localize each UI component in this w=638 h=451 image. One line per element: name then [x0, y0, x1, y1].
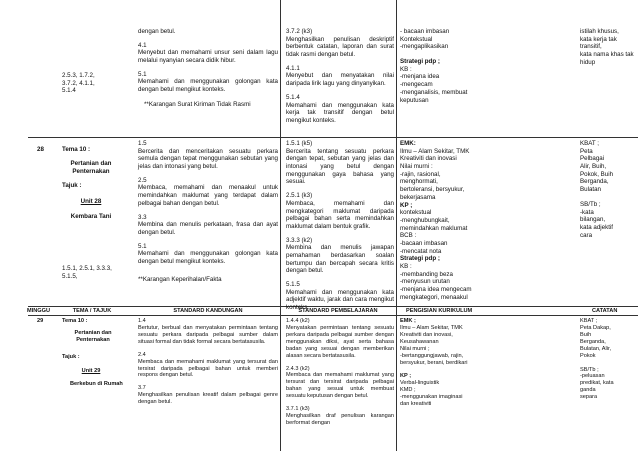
text-line: 2.5.1 (k3)	[286, 192, 313, 200]
header-kandungan: STANDARD KANDUNGAN	[173, 308, 243, 314]
text-line: KBAT ;	[580, 140, 600, 147]
topic-label: Tajuk :	[62, 354, 80, 360]
text-line: separa	[580, 394, 598, 401]
text-line: 2.4.3 (k2)	[286, 365, 310, 372]
text-line: Bercerita dan menceritakan sesuatu perkara semula dengan tepat menggunakan sebutan yang jelas dan intonasi yang betul.	[138, 147, 278, 171]
text-line: Pokok	[580, 352, 596, 359]
column-divider-kandungan-pembelajaran	[280, 0, 281, 451]
text-line: 3.3.3 (k2)	[286, 236, 313, 244]
text-line: -mengecam	[400, 81, 433, 89]
text-line: predikat, kata	[580, 380, 614, 387]
text-line: SB/Tb ;	[580, 366, 599, 373]
text-line: 5.1.4	[286, 93, 300, 101]
text-line: -menjana idea mengecam	[400, 286, 472, 294]
week28-catatan	[580, 140, 636, 239]
header-catatan: CATATAN	[592, 308, 618, 314]
top-kandungan	[138, 28, 278, 109]
text-line: Berganda,	[580, 338, 606, 345]
text-line: **Karangan Keperihalan/Fakta	[138, 275, 222, 283]
unit-number: Unit 29	[81, 368, 101, 374]
text-line: EMK ;	[400, 318, 416, 324]
text-line: kata kerja tak transitif,	[580, 35, 617, 51]
text-line: Buih	[580, 331, 592, 338]
text-line: 3.7.1 (k3)	[286, 406, 310, 413]
text-line: BCB :	[400, 232, 417, 240]
text-line: Berganda,	[580, 178, 609, 186]
text-line: Bulatan, Alir,	[580, 345, 612, 352]
text-line: SB/Tb ;	[580, 200, 601, 208]
text-line: bertoleransi, bersyukur,	[400, 186, 465, 194]
text-line	[400, 51, 496, 58]
week-number: 28	[37, 146, 44, 153]
text-line: Memahami dan menggunakan kata kerja tak transitif dengan betul mengikut konteks.	[286, 101, 394, 124]
text-line: Strategi pdp ;	[400, 58, 440, 66]
top-catatan	[580, 28, 636, 66]
text-line: 4.1.1	[286, 64, 300, 72]
text-line: Menghasilkan draf penulisan karangan berformat dengan	[286, 413, 394, 426]
text-line: mengkategori, menaakul	[400, 293, 468, 301]
header-pembelajaran: STANDARD PEMBELAJARAN	[298, 308, 378, 314]
text-line: Peta	[580, 147, 593, 155]
week29-catatan	[580, 318, 636, 401]
text-line: -menjana idea	[400, 73, 440, 81]
header-tema: TEMA / TAJUK	[72, 308, 112, 314]
text-line	[580, 360, 636, 367]
text-line: Keusahawanan	[400, 338, 439, 345]
text-line: Bulatan	[580, 186, 601, 194]
text-line: 1.5.1 (k5)	[286, 140, 313, 147]
unit-number: Unit 28	[80, 198, 102, 205]
text-line: Membaca dan memahami maklumat yang tersurat dan tersirat daripada pelbagai bahan untuk memberi respons dengan betul.	[138, 358, 278, 379]
text-line: Ilmu – Alam Sekitar, TMK	[400, 147, 470, 155]
text-line: KBAT ;	[580, 318, 598, 324]
week29-pembelajaran	[286, 318, 394, 427]
text-line: EMK:	[400, 140, 416, 147]
text-line: -bertanggungjawab, rajin,	[400, 352, 464, 359]
theme-label: Tema 10 :	[62, 146, 91, 153]
text-line: Pokok, Buih	[580, 170, 614, 178]
text-line: Menyatakan permintaan tentang sesuatu perkara daripada pelbagai sumber dengan menggunakan diksi, ayat serta bahasa badan yang sesuai dengan memberikan alasan secara bertatasusila.	[286, 324, 394, 359]
text-line: Kontekstual	[400, 35, 433, 43]
text-line: 2.5	[138, 176, 147, 184]
week28-kod: 1.5.1, 2.5.1, 3.3.3, 5.1.5,	[62, 265, 112, 280]
text-line: 2.4	[138, 351, 146, 358]
text-line: 3.3	[138, 213, 147, 221]
text-line: KMD ;	[400, 387, 416, 394]
text-line: Membina dan menulis jawapan pemahaman berdasarkan soalan bertumpu dan bercapah secara kritis dengan betul.	[286, 244, 394, 275]
text-line: 1.4.4 (k2)	[286, 318, 310, 324]
week28-kurikulum	[400, 140, 496, 301]
text-line	[400, 366, 500, 373]
row-separator-top	[28, 137, 638, 138]
topic-label: Tajuk :	[62, 182, 82, 189]
text-line: -menggunakan imaginasi	[400, 394, 463, 401]
text-line: memindahkan maklumat	[400, 224, 468, 232]
text-line: Membaca, memahami dan mengkategori maklumat daripada pelbagai bahan serta memindahkan maklumat dalam bentuk grafik.	[286, 199, 394, 230]
text-line: - bacaan imbasan	[400, 28, 450, 35]
text-line: KP ;	[400, 201, 413, 209]
text-line: bekerjasama	[400, 193, 436, 201]
top-kod: 2.5.3, 1.7.2, 3.7.2, 4.1.1, 5.1.4	[62, 72, 95, 95]
text-line: -mencatat nota	[400, 247, 442, 255]
text-line: Nilai murni :	[400, 163, 433, 171]
text-line: Nilai murni ;	[400, 345, 430, 352]
theme-name: Pertanian dan Penternakan	[74, 330, 112, 343]
text-line: KB :	[400, 65, 412, 73]
text-line: bersyukur, berani, berdikari	[400, 359, 468, 366]
text-line: -mengaplikasikan	[400, 43, 449, 51]
text-line: 1.5	[138, 140, 147, 147]
text-line: dengan betul.	[138, 28, 176, 35]
text-line: Menyebut dan memahami unsur seni dalam lagu melalui nyanyian secara didik hibur.	[138, 49, 278, 65]
week-number: 29	[37, 318, 44, 324]
text-line: -bacaan imbasan	[400, 239, 448, 247]
text-line: 3.7.2 (k3)	[286, 28, 313, 35]
text-line	[580, 194, 636, 201]
text-line: Menghasilkan penulisan deskriptif berbentuk catatan, laporan dan surat tidak rasmi dengan betul.	[286, 35, 394, 59]
text-line: -kata	[580, 208, 594, 216]
text-line: 4.1	[138, 41, 147, 49]
text-line: Menyebut dan menyatakan nilai daripada lirik lagu yang dinyanyikan.	[286, 72, 394, 88]
text-line: kata nama khas tak hidup	[580, 51, 634, 66]
text-line: ganda	[580, 387, 596, 394]
text-line: Peta Dakap,	[580, 324, 611, 331]
text-line: Ilmu – Alam Sekitar, TMK	[400, 324, 463, 331]
text-line: dan kreativiti	[400, 401, 432, 408]
theme-name: Pertanian dan Penternakan	[70, 160, 112, 175]
text-line: Bercerita tentang sesuatu perkara dengan tepat, sebutan yang jelas dan intonasi yang betul dengan menggunakan gaya bahasa yang sesuai.	[286, 147, 394, 186]
text-line: Membina dan menulis perkataan, frasa dan ayat dengan betul.	[138, 221, 278, 236]
text-line: Membaca dan memahami maklumat yang tersurat dan tersirat daripada pelbagai bahan yang sesuai untuk membuat sesuatu keputusan dengan betul.	[286, 372, 394, 400]
text-line: Memahami dan menggunakan kata adjektif waktu, jarak dan cara mengikut konteks.	[286, 288, 394, 312]
text-line: KP ;	[400, 373, 412, 380]
text-line: -menyusun urutan	[400, 278, 450, 286]
text-line: 5.1	[138, 242, 147, 250]
theme-label: Tema 10 :	[62, 318, 88, 324]
text-line: menghormati,	[400, 178, 438, 186]
text-line: Menghasilkan penulisan kreatif dalam pelbagai genre dengan betul.	[138, 392, 278, 406]
text-line: Pelbagai	[580, 155, 605, 163]
text-line: -menghubungkait,	[400, 216, 450, 224]
text-line: -rajin, rasional,	[400, 170, 441, 178]
text-line: 5.1	[138, 70, 147, 78]
week29-kandungan	[138, 318, 278, 406]
text-line: Kreativiti dan inovasi,	[400, 331, 453, 338]
text-line: bilangan,	[580, 216, 606, 224]
text-line: KB :	[400, 263, 412, 270]
text-line: **Karangan Surat Kiriman Tidak Rasmi	[144, 100, 251, 108]
week29-kurikulum	[400, 318, 500, 408]
header-bottom-line	[28, 315, 638, 316]
text-line: Kreativiti dan inovasi	[400, 155, 457, 163]
top-kurikulum	[400, 28, 496, 104]
text-line: Membaca, memahami dan menaakul untuk memindahkan maklumat yang terdapat dalam pelbagai bahan dengan betul.	[138, 184, 278, 207]
text-line: istilah khusus,	[580, 28, 619, 35]
text-line: -membanding beza	[400, 270, 453, 278]
text-line: 5.1.5	[286, 281, 300, 288]
text-line: Strategi pdp ;	[400, 255, 440, 263]
text-line: 3.7	[138, 385, 146, 392]
text-line: kontekstual	[400, 209, 432, 217]
unit-name: Kembara Tani	[70, 213, 112, 220]
week28-kandungan	[138, 140, 278, 283]
text-line: Alir, Buih,	[580, 163, 607, 171]
text-line: cara	[580, 231, 593, 239]
text-line: Bertutur, berbual dan menyatakan permintaan tentang sesuatu perkara daripada pelbagai sumber dalam situasi formal dan tidak formal secara bertatasusila.	[138, 324, 278, 345]
text-line: 1.4	[138, 318, 146, 324]
text-line: -menganalisis, membuat keputusan	[400, 88, 468, 104]
text-line: -peluasan	[580, 373, 605, 380]
text-line: Memahami dan menggunakan golongan kata dengan betul mengikut konteks.	[138, 250, 278, 265]
unit-name: Berkebun di Rumah	[70, 381, 123, 387]
top-pembelajaran	[286, 28, 394, 125]
header-minggu: MINGGU	[27, 308, 50, 314]
text-line: kata adjektif	[580, 223, 614, 231]
column-divider-pembelajaran-kurikulum	[396, 0, 397, 451]
text-line: Verbal-linguistik	[400, 380, 440, 387]
week28-pembelajaran	[286, 140, 394, 312]
header-kurikulum: PENGISIAN KURIKULUM	[406, 308, 473, 314]
text-line: Memahami dan menggunakan golongan kata dengan betul mengikut konteks.	[138, 78, 278, 94]
